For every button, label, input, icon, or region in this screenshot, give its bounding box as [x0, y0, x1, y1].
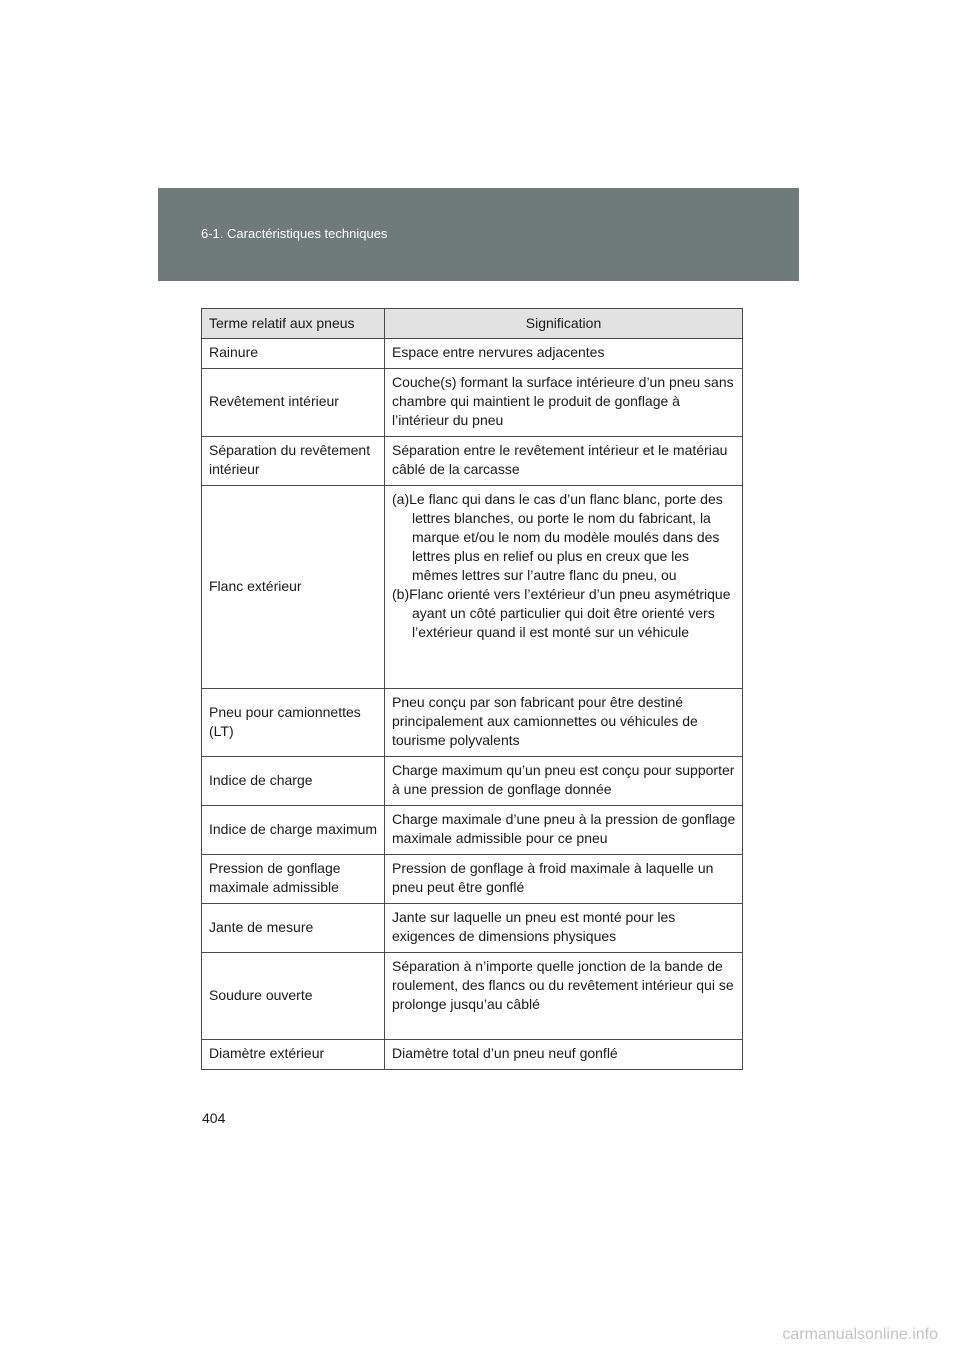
table-row [202, 339, 743, 369]
table-row [202, 437, 743, 486]
term-cell: Rainure [202, 339, 385, 369]
meaning-cell: Diamètre total d’un pneu neuf gonflé [385, 1040, 743, 1070]
term-cell: Indice de charge maximum [202, 806, 385, 855]
meaning-cell: Jante sur laquelle un pneu est monté pour les exigences de dimensions physiques [385, 904, 743, 953]
meaning-cell: Espace entre nervures adjacentes [385, 339, 743, 369]
table-row [202, 757, 743, 806]
term-cell: Flanc extérieur [202, 486, 385, 689]
watermark: carmanualsonline.info [782, 1326, 938, 1343]
meaning-cell: Pression de gonflage à froid maximale à laquelle un pneu peut être gonflé [385, 855, 743, 904]
term-cell: Pression de gonflage maximale admissible [202, 855, 385, 904]
page-number: 404 [202, 1110, 226, 1126]
table-row [202, 369, 743, 437]
meaning-cell [385, 486, 743, 689]
table-row [202, 904, 743, 953]
column-header-meaning: Signification [385, 309, 743, 339]
term-cell: Séparation du revêtement intérieur [202, 437, 385, 486]
table-row [202, 1040, 743, 1070]
meaning-item-a: (a)Le flanc qui dans le cas d’un flanc blanc, porte des lettres blanches, ou porte le nom du fabricant, la marque et/ou le nom du modèle moulés dans des lettres plus en relief ou plus en creux que les mêmes lettres sur l’autre flanc du pneu, ou [392, 491, 723, 583]
meaning-cell: Séparation entre le revêtement intérieur et le matériau câblé de la carcasse [385, 437, 743, 486]
table-header-row [202, 309, 743, 339]
meaning-cell: Pneu conçu par son fabricant pour être destiné principalement aux camionnettes ou véhicules de tourisme polyvalents [385, 689, 743, 757]
section-title: 6-1. Caractéristiques techniques [201, 226, 388, 241]
term-cell: Soudure ouverte [202, 953, 385, 1040]
column-header-term: Terme relatif aux pneus [202, 309, 385, 339]
tire-terms-table [201, 308, 743, 1070]
table-row [202, 855, 743, 904]
table-row [202, 689, 743, 757]
term-cell: Diamètre extérieur [202, 1040, 385, 1070]
term-cell: Indice de charge [202, 757, 385, 806]
meaning-cell: Charge maximale d’une pneu à la pression de gonflage maximale admissible pour ce pneu [385, 806, 743, 855]
table-row [202, 806, 743, 855]
term-cell: Revêtement intérieur [202, 369, 385, 437]
table-row [202, 953, 743, 1040]
meaning-cell: Charge maximum qu’un pneu est conçu pour supporter à une pression de gonflage donnée [385, 757, 743, 806]
section-header-band [158, 188, 799, 281]
term-cell: Pneu pour camionnettes (LT) [202, 689, 385, 757]
meaning-cell: Séparation à n’importe quelle jonction de la bande de roulement, des flancs ou du revêtement intérieur qui se prolonge jusqu’au câblé [385, 953, 743, 1040]
meaning-item-b: (b)Flanc orienté vers l’extérieur d’un pneu asymétrique ayant un côté particulier qui doit être orienté vers l’extérieur quand il est monté sur un véhicule [392, 586, 731, 640]
table-row [202, 486, 743, 689]
meaning-cell: Couche(s) formant la surface intérieure d’un pneu sans chambre qui maintient le produit de gonflage à l’intérieur du pneu [385, 369, 743, 437]
term-cell: Jante de mesure [202, 904, 385, 953]
